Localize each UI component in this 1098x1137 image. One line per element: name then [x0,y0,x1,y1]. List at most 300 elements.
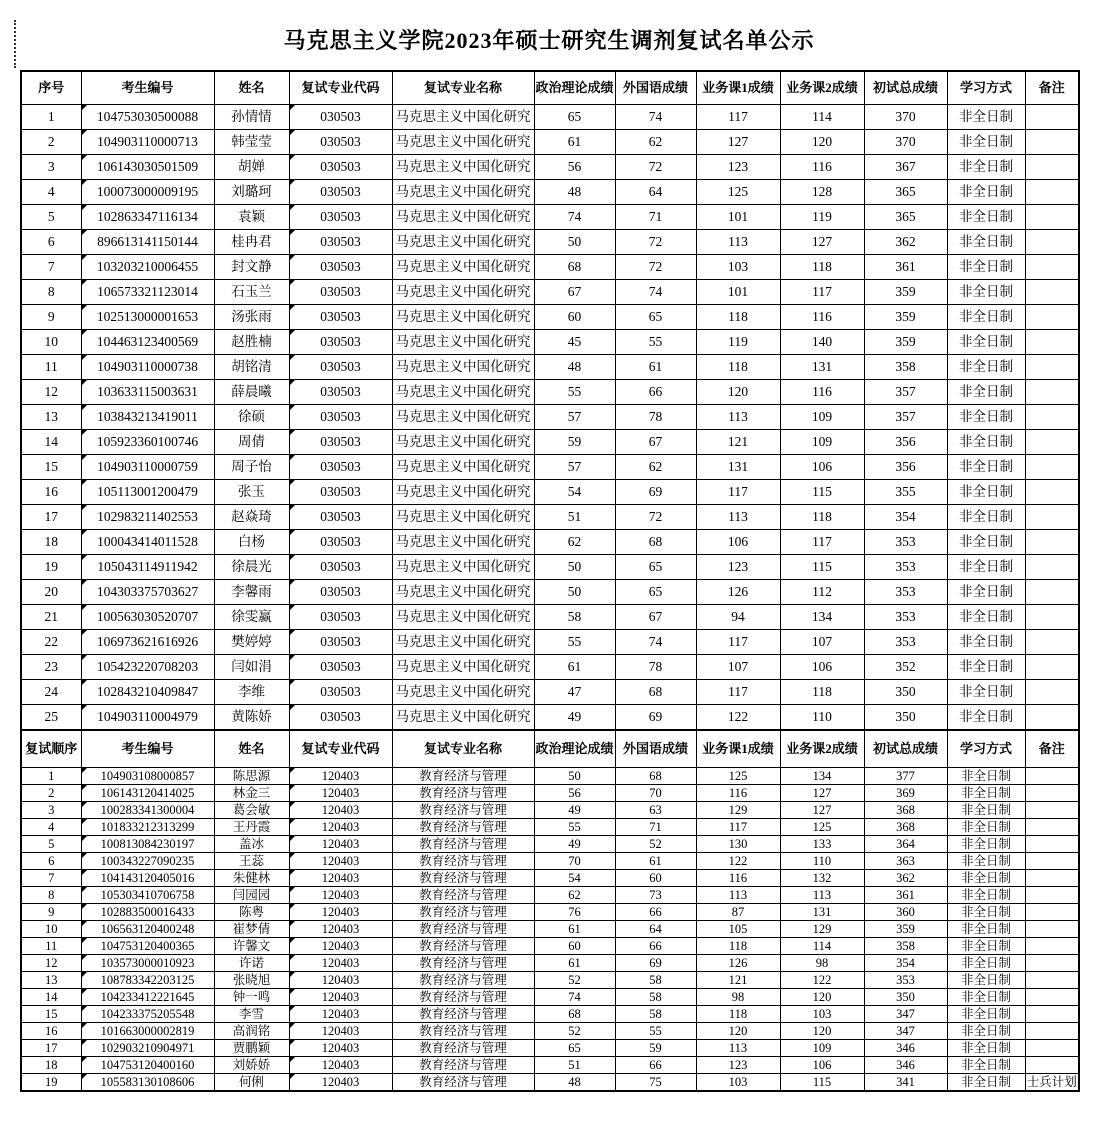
cell-foreign-lang-score: 60 [615,870,696,887]
cell-name: 徐晨光 [214,555,289,580]
header-row [21,730,1079,768]
column-header-study-mode: 学习方式 [947,730,1025,768]
cell-remark [1025,305,1079,330]
cell-candidate-id: 103843213419011 [81,405,214,430]
cell-major-code: 030503 [289,105,392,130]
cell-study-mode: 非全日制 [947,785,1025,802]
cell-candidate-id: 104903110000738 [81,355,214,380]
cell-foreign-lang-score: 68 [615,680,696,705]
cell-flag-icon [290,480,295,485]
column-header-foreign-lang-score: 外国语成绩 [615,71,696,105]
cell-seq: 24 [21,680,81,705]
cell-total-score: 365 [864,205,947,230]
cell-name: 贾鹏颖 [214,1040,289,1057]
cell-major-name: 马克思主义中国化研究 [392,305,534,330]
cell-course2-score: 106 [780,455,864,480]
cell-study-mode: 非全日制 [947,802,1025,819]
cell-politics-score: 56 [534,785,615,802]
cell-politics-score: 61 [534,130,615,155]
cell-name: 胡铭清 [214,355,289,380]
cell-flag-icon [82,105,87,110]
cell-politics-score: 52 [534,972,615,989]
cell-candidate-id: 102843210409847 [81,680,214,705]
cell-foreign-lang-score: 61 [615,853,696,870]
cell-study-mode: 非全日制 [947,105,1025,130]
cell-flag-icon [82,972,87,977]
cell-flag-icon [82,455,87,460]
cell-total-score: 346 [864,1040,947,1057]
cell-flag-icon [290,105,295,110]
cell-candidate-id: 105923360100746 [81,430,214,455]
cell-flag-icon [82,255,87,260]
cell-remark [1025,355,1079,380]
cell-course2-score: 107 [780,630,864,655]
cell-politics-score: 49 [534,802,615,819]
cell-politics-score: 50 [534,768,615,785]
cell-major-code: 120403 [289,1040,392,1057]
cell-seq: 18 [21,530,81,555]
cell-remark [1025,904,1079,921]
cell-politics-score: 50 [534,580,615,605]
cell-total-score: 352 [864,655,947,680]
cell-seq: 7 [21,870,81,887]
cell-seq: 3 [21,802,81,819]
cell-remark [1025,230,1079,255]
cell-course2-score: 127 [780,785,864,802]
cell-remark [1025,705,1079,731]
cell-politics-score: 52 [534,1023,615,1040]
cell-major-name: 马克思主义中国化研究 [392,680,534,705]
cell-remark [1025,802,1079,819]
cell-candidate-id: 102903210904971 [81,1040,214,1057]
cell-flag-icon [290,1023,295,1028]
cell-seq: 1 [21,768,81,785]
cell-remark [1025,105,1079,130]
cell-candidate-id: 106573321123014 [81,280,214,305]
cell-flag-icon [290,205,295,210]
cell-flag-icon [290,405,295,410]
cell-course2-score: 120 [780,130,864,155]
column-header-candidate-id: 考生编号 [81,71,214,105]
cell-major-name: 教育经济与管理 [392,1040,534,1057]
cell-course1-score: 117 [696,819,780,836]
cell-course1-score: 120 [696,1023,780,1040]
cell-foreign-lang-score: 63 [615,802,696,819]
cell-remark [1025,505,1079,530]
cell-foreign-lang-score: 67 [615,430,696,455]
cell-study-mode: 非全日制 [947,180,1025,205]
cell-flag-icon [82,853,87,858]
cell-candidate-id: 104233412221645 [81,989,214,1006]
cell-course2-score: 127 [780,230,864,255]
cell-name: 何俐 [214,1074,289,1092]
cell-course2-score: 127 [780,802,864,819]
cell-foreign-lang-score: 65 [615,555,696,580]
cell-name: 石玉兰 [214,280,289,305]
cell-study-mode: 非全日制 [947,430,1025,455]
table-row [21,680,1079,705]
cell-name: 李馨雨 [214,580,289,605]
cell-major-name: 教育经济与管理 [392,785,534,802]
cell-total-score: 356 [864,455,947,480]
cell-foreign-lang-score: 72 [615,255,696,280]
column-header-seq: 复试顺序 [21,730,81,768]
cell-total-score: 353 [864,580,947,605]
cell-flag-icon [82,938,87,943]
cell-politics-score: 65 [534,105,615,130]
cell-course1-score: 117 [696,480,780,505]
cell-candidate-id: 104903110004979 [81,705,214,731]
cell-candidate-id: 104753120400365 [81,938,214,955]
cell-course2-score: 115 [780,1074,864,1092]
cell-course1-score: 118 [696,355,780,380]
cell-course2-score: 117 [780,530,864,555]
cell-major-code: 030503 [289,155,392,180]
cell-major-name: 马克思主义中国化研究 [392,180,534,205]
cell-course1-score: 106 [696,530,780,555]
cell-remark [1025,1006,1079,1023]
cell-course2-score: 116 [780,380,864,405]
cell-candidate-id: 101663000002819 [81,1023,214,1040]
cell-flag-icon [290,130,295,135]
cell-remark [1025,130,1079,155]
cell-foreign-lang-score: 71 [615,205,696,230]
cell-name: 桂冉君 [214,230,289,255]
cell-course1-score: 94 [696,605,780,630]
cell-total-score: 357 [864,380,947,405]
table-row [21,555,1079,580]
cell-flag-icon [82,1074,87,1079]
cell-seq: 4 [21,180,81,205]
cell-major-code: 120403 [289,921,392,938]
cell-course2-score: 117 [780,280,864,305]
table-row [21,1040,1079,1057]
cell-candidate-id: 102983211402553 [81,505,214,530]
cell-major-name: 马克思主义中国化研究 [392,555,534,580]
page-break-dotted-line [14,20,16,68]
cell-candidate-id: 105043114911942 [81,555,214,580]
table-row [21,505,1079,530]
cell-course2-score: 115 [780,480,864,505]
cell-study-mode: 非全日制 [947,768,1025,785]
cell-major-code: 030503 [289,680,392,705]
table-row [21,580,1079,605]
cell-total-score: 361 [864,887,947,904]
cell-course1-score: 123 [696,155,780,180]
cell-study-mode: 非全日制 [947,355,1025,380]
table-row [21,530,1079,555]
cell-seq: 8 [21,280,81,305]
cell-major-name: 马克思主义中国化研究 [392,205,534,230]
cell-course2-score: 115 [780,555,864,580]
cell-major-name: 教育经济与管理 [392,904,534,921]
cell-seq: 23 [21,655,81,680]
cell-politics-score: 49 [534,836,615,853]
cell-candidate-id: 100073000009195 [81,180,214,205]
cell-flag-icon [290,355,295,360]
cell-study-mode: 非全日制 [947,680,1025,705]
cell-candidate-id: 104463123400569 [81,330,214,355]
cell-course1-score: 125 [696,180,780,205]
table-row [21,853,1079,870]
cell-politics-score: 74 [534,989,615,1006]
cell-major-name: 马克思主义中国化研究 [392,155,534,180]
table-row [21,802,1079,819]
cell-course1-score: 101 [696,205,780,230]
cell-flag-icon [82,305,87,310]
cell-major-name: 马克思主义中国化研究 [392,130,534,155]
cell-foreign-lang-score: 65 [615,580,696,605]
cell-remark [1025,630,1079,655]
column-header-study-mode: 学习方式 [947,71,1025,105]
table-row [21,230,1079,255]
cell-flag-icon [290,972,295,977]
cell-flag-icon [82,955,87,960]
cell-study-mode: 非全日制 [947,836,1025,853]
cell-course2-score: 116 [780,155,864,180]
cell-remark [1025,655,1079,680]
cell-major-code: 030503 [289,655,392,680]
cell-politics-score: 50 [534,230,615,255]
cell-politics-score: 62 [534,530,615,555]
cell-course2-score: 125 [780,819,864,836]
cell-remark [1025,330,1079,355]
cell-course2-score: 131 [780,355,864,380]
cell-major-code: 030503 [289,355,392,380]
cell-major-code: 120403 [289,1023,392,1040]
cell-study-mode: 非全日制 [947,580,1025,605]
cell-major-code: 030503 [289,305,392,330]
cell-foreign-lang-score: 58 [615,989,696,1006]
cell-seq: 10 [21,330,81,355]
cell-flag-icon [82,355,87,360]
cell-course1-score: 113 [696,405,780,430]
cell-study-mode: 非全日制 [947,380,1025,405]
cell-politics-score: 56 [534,155,615,180]
cell-major-code: 120403 [289,972,392,989]
cell-major-name: 马克思主义中国化研究 [392,630,534,655]
table-row [21,355,1079,380]
table-row [21,705,1079,731]
cell-politics-score: 65 [534,1040,615,1057]
cell-foreign-lang-score: 70 [615,785,696,802]
cell-flag-icon [82,480,87,485]
cell-total-score: 360 [864,904,947,921]
cell-politics-score: 68 [534,1006,615,1023]
cell-flag-icon [290,380,295,385]
cell-foreign-lang-score: 71 [615,819,696,836]
cell-major-name: 马克思主义中国化研究 [392,530,534,555]
cell-name: 盖冰 [214,836,289,853]
cell-foreign-lang-score: 66 [615,938,696,955]
column-header-course1-score: 业务课1成绩 [696,71,780,105]
cell-candidate-id: 103573000010923 [81,955,214,972]
cell-remark [1025,989,1079,1006]
cell-major-code: 120403 [289,785,392,802]
cell-course1-score: 130 [696,836,780,853]
cell-study-mode: 非全日制 [947,605,1025,630]
cell-candidate-id: 100563030520707 [81,605,214,630]
cell-foreign-lang-score: 72 [615,230,696,255]
cell-flag-icon [82,130,87,135]
cell-flag-icon [290,505,295,510]
cell-major-name: 马克思主义中国化研究 [392,405,534,430]
cell-foreign-lang-score: 72 [615,155,696,180]
cell-course1-score: 120 [696,380,780,405]
cell-politics-score: 55 [534,819,615,836]
cell-study-mode: 非全日制 [947,480,1025,505]
cell-seq: 15 [21,1006,81,1023]
cell-flag-icon [290,1040,295,1045]
cell-major-code: 030503 [289,230,392,255]
cell-seq: 9 [21,904,81,921]
table-row [21,105,1079,130]
cell-remark [1025,530,1079,555]
table-row [21,455,1079,480]
cell-course2-score: 112 [780,580,864,605]
cell-major-code: 120403 [289,938,392,955]
cell-major-code: 120403 [289,904,392,921]
cell-major-name: 马克思主义中国化研究 [392,330,534,355]
cell-politics-score: 61 [534,921,615,938]
roster-table [20,70,1080,1092]
cell-course1-score: 105 [696,921,780,938]
table-row [21,1074,1079,1092]
cell-major-name: 教育经济与管理 [392,1057,534,1074]
cell-flag-icon [82,1040,87,1045]
cell-major-name: 教育经济与管理 [392,836,534,853]
cell-name: 陈思源 [214,768,289,785]
cell-foreign-lang-score: 62 [615,130,696,155]
cell-flag-icon [290,155,295,160]
cell-name: 李维 [214,680,289,705]
table-row [21,380,1079,405]
cell-major-code: 030503 [289,455,392,480]
column-header-total-score: 初试总成绩 [864,730,947,768]
cell-flag-icon [82,680,87,685]
cell-flag-icon [82,280,87,285]
cell-seq: 10 [21,921,81,938]
cell-foreign-lang-score: 78 [615,655,696,680]
cell-seq: 20 [21,580,81,605]
cell-flag-icon [290,305,295,310]
column-header-name: 姓名 [214,730,289,768]
cell-major-name: 马克思主义中国化研究 [392,505,534,530]
cell-candidate-id: 105303410706758 [81,887,214,904]
cell-course2-score: 128 [780,180,864,205]
cell-flag-icon [82,1057,87,1062]
table-row [21,972,1079,989]
cell-name: 徐雯赢 [214,605,289,630]
cell-total-score: 350 [864,705,947,731]
cell-flag-icon [290,989,295,994]
cell-total-score: 359 [864,305,947,330]
cell-name: 赵胜楠 [214,330,289,355]
cell-total-score: 353 [864,555,947,580]
cell-seq: 14 [21,989,81,1006]
column-header-course2-score: 业务课2成绩 [780,730,864,768]
table-row [21,938,1079,955]
cell-name: 王丹霞 [214,819,289,836]
cell-course1-score: 118 [696,938,780,955]
table-row [21,180,1079,205]
cell-major-code: 030503 [289,280,392,305]
cell-total-score: 346 [864,1057,947,1074]
cell-flag-icon [82,505,87,510]
cell-course1-score: 122 [696,705,780,731]
cell-major-code: 120403 [289,870,392,887]
cell-study-mode: 非全日制 [947,1074,1025,1092]
cell-course1-score: 123 [696,555,780,580]
cell-flag-icon [82,330,87,335]
cell-name: 朱健林 [214,870,289,887]
cell-major-code: 030503 [289,555,392,580]
cell-flag-icon [290,430,295,435]
cell-flag-icon [290,955,295,960]
cell-flag-icon [82,405,87,410]
cell-name: 徐硕 [214,405,289,430]
cell-course2-score: 110 [780,705,864,731]
cell-major-name: 马克思主义中国化研究 [392,605,534,630]
cell-course2-score: 119 [780,205,864,230]
cell-study-mode: 非全日制 [947,155,1025,180]
cell-course2-score: 103 [780,1006,864,1023]
cell-flag-icon [82,655,87,660]
cell-seq: 9 [21,305,81,330]
cell-total-score: 370 [864,130,947,155]
cell-major-name: 马克思主义中国化研究 [392,580,534,605]
cell-name: 赵焱琦 [214,505,289,530]
cell-seq: 22 [21,630,81,655]
cell-flag-icon [82,887,87,892]
cell-remark [1025,680,1079,705]
cell-flag-icon [82,989,87,994]
cell-major-code: 030503 [289,580,392,605]
cell-total-score: 364 [864,836,947,853]
cell-flag-icon [290,1006,295,1011]
cell-candidate-id: 106563120400248 [81,921,214,938]
column-header-remark: 备注 [1025,71,1079,105]
table-row [21,887,1079,904]
cell-major-code: 030503 [289,505,392,530]
cell-total-score: 353 [864,630,947,655]
cell-foreign-lang-score: 59 [615,1040,696,1057]
cell-course1-score: 101 [696,280,780,305]
cell-major-name: 马克思主义中国化研究 [392,280,534,305]
cell-flag-icon [290,904,295,909]
cell-seq: 11 [21,938,81,955]
cell-major-code: 030503 [289,430,392,455]
cell-foreign-lang-score: 64 [615,921,696,938]
cell-seq: 7 [21,255,81,280]
table-row [21,870,1079,887]
column-header-foreign-lang-score: 外国语成绩 [615,730,696,768]
cell-course2-score: 116 [780,305,864,330]
cell-total-score: 354 [864,955,947,972]
cell-total-score: 359 [864,280,947,305]
cell-flag-icon [290,280,295,285]
column-header-candidate-id: 考生编号 [81,730,214,768]
cell-flag-icon [290,605,295,610]
cell-flag-icon [290,1074,295,1079]
cell-study-mode: 非全日制 [947,530,1025,555]
cell-candidate-id: 105113001200479 [81,480,214,505]
cell-politics-score: 57 [534,455,615,480]
cell-flag-icon [290,655,295,660]
cell-candidate-id: 106143120414025 [81,785,214,802]
cell-remark [1025,836,1079,853]
cell-major-code: 120403 [289,819,392,836]
